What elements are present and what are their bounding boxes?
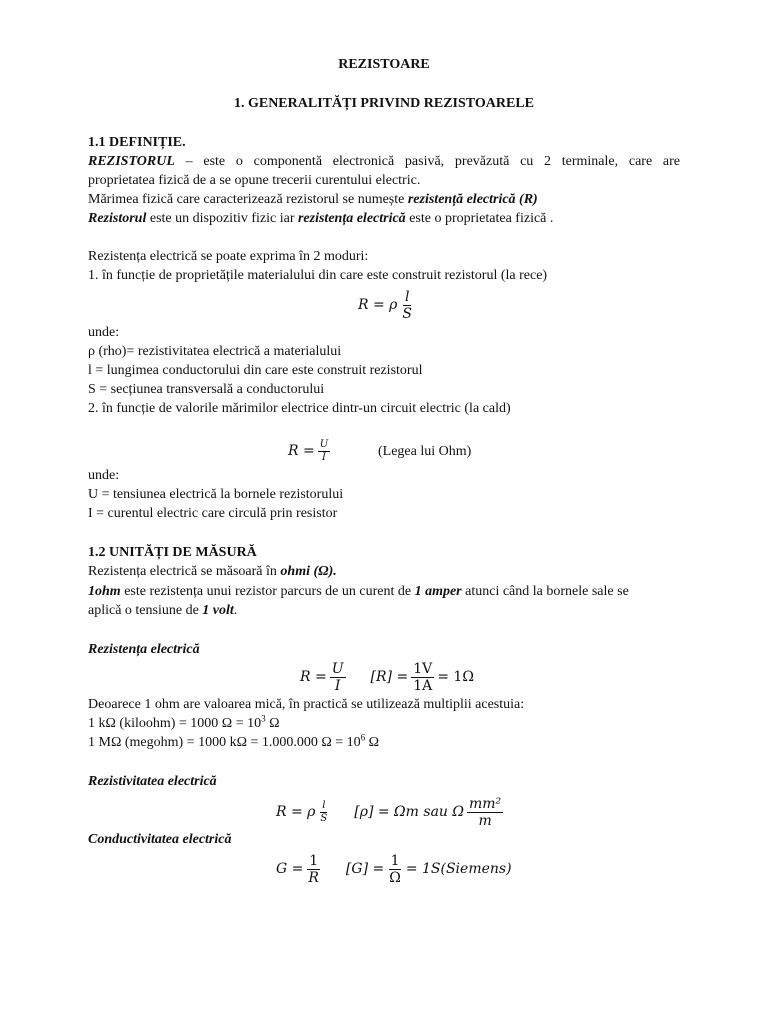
- formula-resistance-material: R = ρ $\frac{l}{S}$: [358, 288, 412, 322]
- units-line-1: Rezistența electrică se măsoară în ohmi (Ω).: [88, 564, 337, 579]
- term-rezistorul: REZISTORUL: [88, 154, 175, 169]
- multiples-intro: Deoarece 1 ohm are valoarea mică, în practică se utilizează multiplii acestuia:: [88, 697, 525, 712]
- definition-line-4: Rezistorul este un dispozitiv fizic iar rezistența electrică este o proprietatea fizică .: [88, 211, 554, 226]
- megohm-line: 1 MΩ (megohm) = 1000 kΩ = 1.000.000 $\Omega = 10^6$ Ω: [88, 732, 380, 750]
- ohm-law-label: (Legea lui Ohm): [378, 444, 472, 459]
- subheading-rezistenta: Rezistența electrică: [88, 642, 200, 657]
- def-rho: ρ (rho)= rezistivitatea electrică a materialului: [88, 344, 342, 359]
- unde-label-2: unde:: [88, 468, 120, 483]
- section-heading-definition: 1.1 DEFINIȚIE.: [88, 135, 186, 150]
- definition-line-2: proprietatea fizică de a se opune trecerii curentului electric.: [88, 173, 421, 188]
- formula-ohm-unit: R = $\frac{U}{I}$ [R] = $\frac{1V}{1A}$ = 1Ω: [300, 660, 474, 694]
- subheading-rezistivitate: Rezistivitatea electrică: [88, 774, 217, 789]
- unde-label-1: unde:: [88, 325, 120, 340]
- units-line-3: aplică o tensiune de 1 volt.: [88, 603, 238, 618]
- formula-conductance: G = $\frac{1}{R}$ [G] = $\frac{1}{\Omega}$ = 1S(Siemens): [276, 852, 512, 886]
- formula-resistivity: R = ρ $\frac{l}{S}$ [ρ] = Ωm sau Ω $\frac{\text{mm²}}{m}$: [276, 795, 502, 829]
- mode-1: 1. în funcție de proprietățile materialului din care este construit rezistorul (la rece): [88, 268, 548, 283]
- def-i: I = curentul electric care circulă prin resistor: [88, 506, 338, 521]
- formula-ohm-law: R = $\frac{U}{I}$: [288, 438, 329, 463]
- definition-line-1: REZISTORUL – este o componentă electronică pasivă, prevăzută cu 2 terminale, care are: [88, 154, 681, 169]
- section-heading-units: 1.2 UNITĂȚI DE MĂSURĂ: [88, 545, 257, 560]
- definition-line-3: Mărimea fizică care caracterizează rezistorul se numește rezistență electrică (R): [88, 192, 538, 207]
- modes-intro: Rezistența electrică se poate exprima în 2 moduri:: [88, 249, 369, 264]
- def-s: S = secțiunea transversală a conductorului: [88, 382, 325, 397]
- subheading-conductivitate: Conductivitatea electrică: [88, 832, 232, 847]
- def-l: l = lungimea conductorului din care este construit rezistorul: [88, 363, 423, 378]
- units-line-2: 1ohm este rezistența unui rezistor parcurs de un curent de 1 amper atunci când la bornele sale se: [88, 584, 629, 599]
- mode-2: 2. în funcție de valorile mărimilor electrice dintr-un circuit electric (la cald): [88, 401, 511, 416]
- kiloohm-line: 1 kΩ (kiloohm) = 1000 $\Omega = 10^3$ Ω: [88, 713, 280, 731]
- chapter-heading: 1. GENERALITĂȚI PRIVIND REZISTOARELE: [233, 96, 535, 111]
- term-rezistenta: rezistență electrică (R): [407, 192, 538, 207]
- document-title: REZISTOARE: [338, 57, 430, 72]
- def-u: U = tensiunea electrică la bornele rezistorului: [88, 487, 344, 502]
